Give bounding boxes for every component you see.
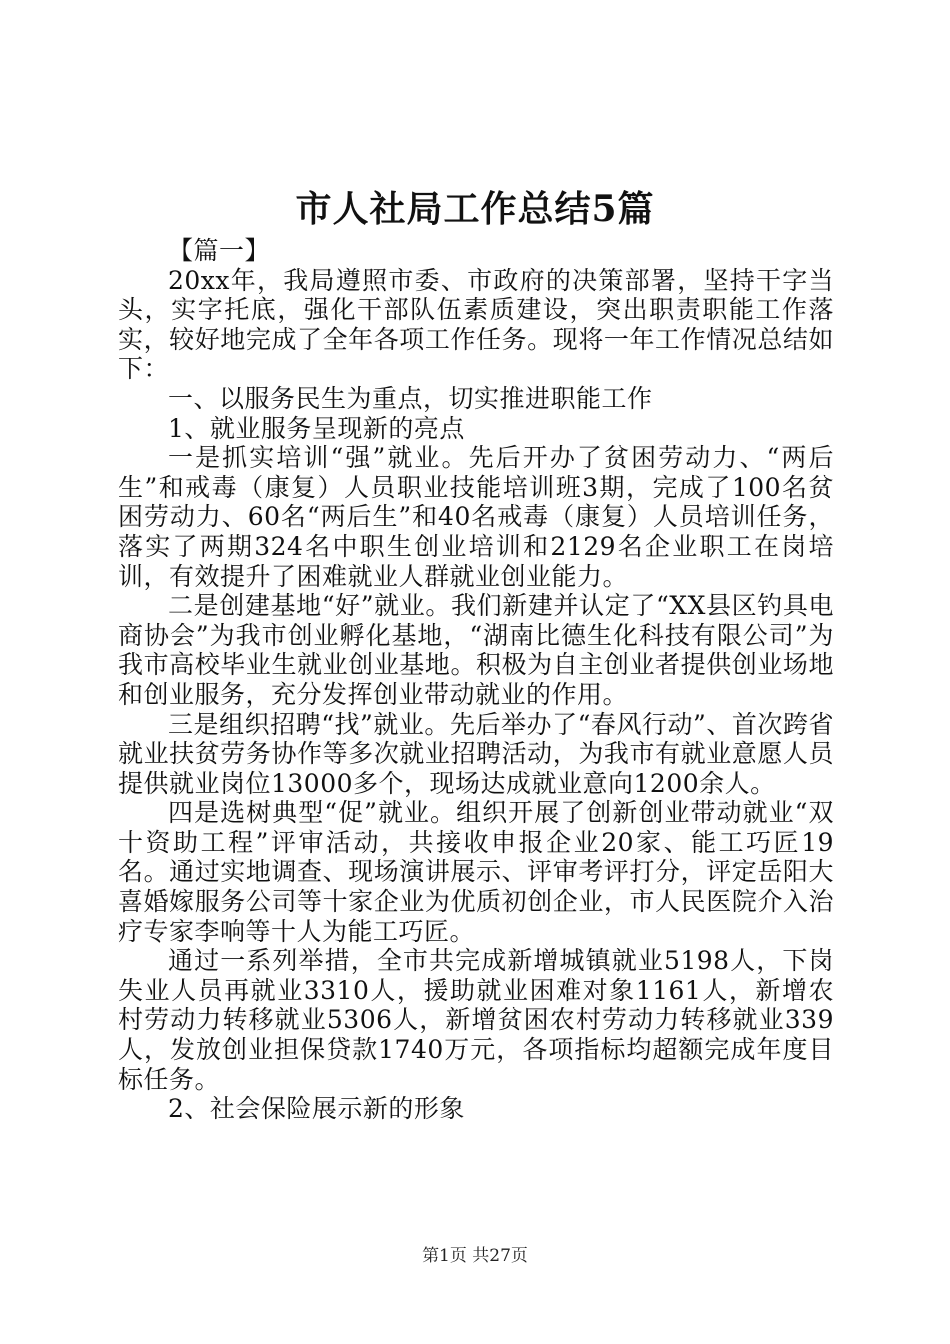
paragraph: 一是抓实培训“强”就业。先后开办了贫困劳动力、“两后生”和戒毒（康复）人员职业技能培训班3期，完成了100名贫困劳动力、60名“两后生”和40名戒毒（康复）人员培训任务，落实了两期324名中职生创业培训和2129名企业职工在岗培训，有效提升了困难就业人群就业创业能力。 (118, 443, 834, 591)
paragraph: 通过一系列举措，全市共完成新增城镇就业5198人，下岗失业人员再就业3310人，援助就业困难对象1161人，新增农村劳动力转移就业5306人，新增贫困农村劳动力转移就业339人，发放创业担保贷款1740万元，各项指标均超额完成年度目标任务。 (118, 946, 834, 1094)
paragraph-intro: 20xx年，我局遵照市委、市政府的决策部署，坚持干字当头，实字托底，强化干部队伍素质建设，突出职责职能工作落实，较好地完成了全年各项工作任务。现将一年工作情况总结如下： (118, 265, 834, 384)
heading-level-1: 一、以服务民生为重点，切实推进职能工作 (168, 383, 653, 413)
heading-level-2: 2、社会保险展示新的形象 (168, 1094, 465, 1124)
heading-level-2: 1、就业服务呈现新的亮点 (168, 413, 465, 443)
paragraph: 三是组织招聘“找”就业。先后举办了“春风行动”、首次跨省就业扶贫劳务协作等多次就业招聘活动，为我市有就业意愿人员提供就业岗位13000多个，现场达成就业意向1200余人。 (118, 709, 834, 798)
paragraph: 二是创建基地“好”就业。我们新建并认定了“XX县区钓具电商协会”为我市创业孵化基地，“湖南比德生化科技有限公司”为我市高校毕业生就业创业基地。积极为自主创业者提供创业场地和创业服务，充分发挥创业带动就业的作用。 (118, 591, 834, 709)
section-label: 【篇一】 (168, 236, 271, 265)
page-number-footer: 第1页 共27页 (422, 1246, 528, 1266)
document-body (118, 236, 834, 1124)
paragraph: 四是选树典型“促”就业。组织开展了创新创业带动就业“双十资助工程”评审活动，共接收申报企业20家、能工巧匠19名。通过实地调查、现场演讲展示、评审考评打分，评定岳阳大喜婚嫁服务公司等十家企业为优质初创企业，市人民医院介入治疗专家李响等十人为能工巧匠。 (118, 798, 834, 946)
document-title: 市人社局工作总结5篇 (295, 188, 655, 230)
